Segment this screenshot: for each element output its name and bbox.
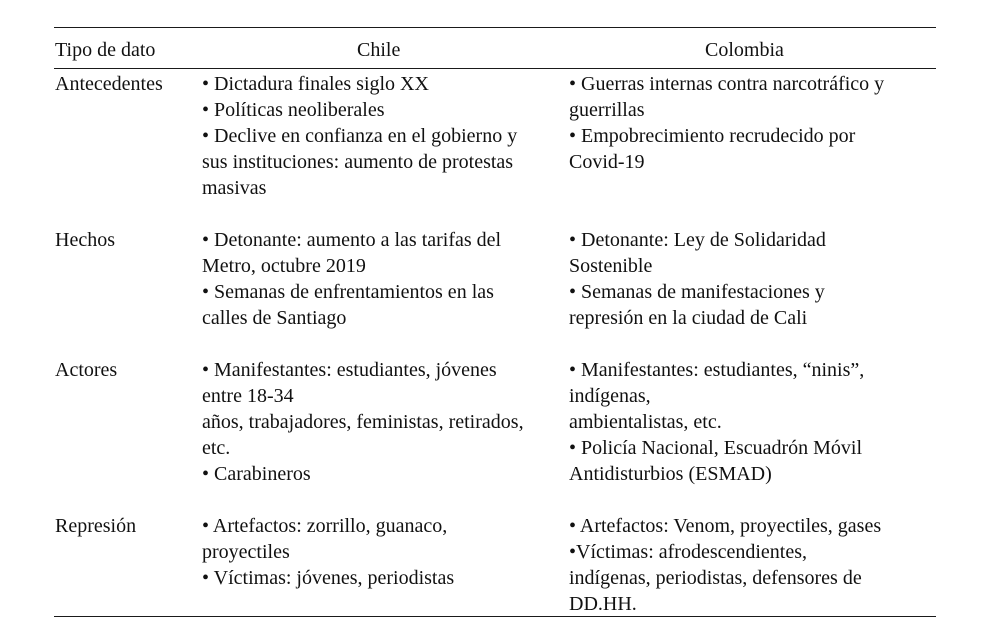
cell-line: entre 18-34 [202,385,294,407]
row-hechos-colombia [569,227,826,331]
cell-line: Antidisturbios (ESMAD) [569,463,772,485]
header-tipo-de-dato: Tipo de dato [55,39,156,61]
row-actores-chile [202,357,524,487]
cell-line: • Carabineros [202,463,311,485]
cell-line: • Políticas neoliberales [202,99,385,121]
row-represion-chile [202,513,454,591]
cell-line: • Dictadura finales siglo XX [202,73,429,95]
cell-line: • Detonante: Ley de Solidaridad [569,229,826,251]
cell-line: • Declive en confianza en el gobierno y [202,125,518,147]
row-hechos-chile [202,227,501,331]
cell-line: guerrillas [569,99,645,121]
cell-line: indígenas, periodistas, defensores de [569,567,862,589]
cell-line: • Empobrecimiento recrudecido por [569,125,856,147]
cell-line: Metro, octubre 2019 [202,255,366,277]
cell-line: indígenas, [569,385,651,407]
cell-line: Sostenible [569,255,653,277]
cell-line: represión en la ciudad de Cali [569,307,808,329]
table-top-rule [54,27,936,28]
row-represion-type [55,513,136,539]
cell-line: años, trabajadores, feministas, retirados, [202,411,524,433]
cell-line: • Artefactos: zorrillo, guanaco, [202,515,448,537]
cell-line: calles de Santiago [202,307,347,329]
header-colombia: Colombia [705,39,784,61]
cell-line: • Manifestantes: estudiantes, jóvenes [202,359,497,381]
row-type-label: Represión [55,515,137,537]
header-rule [54,68,936,69]
cell-line: sus instituciones: aumento de protestas [202,151,514,173]
cell-line: • Policía Nacional, Escuadrón Móvil [569,437,863,459]
row-type-label: Antecedentes [55,73,163,95]
row-hechos-type [55,227,115,253]
cell-line: • Artefactos: Venom, proyectiles, gases [569,515,882,537]
row-antecedentes-chile [202,71,517,201]
cell-line: • Semanas de enfrentamientos en las [202,281,494,303]
cell-line: Covid-19 [569,151,645,173]
table-bottom-rule [54,616,936,617]
header-chile: Chile [357,39,401,61]
cell-line: •Víctimas: afrodescendientes, [569,541,808,563]
row-antecedentes-type [55,71,163,97]
row-actores-colombia [569,357,864,487]
cell-line: DD.HH. [569,593,637,615]
row-antecedentes-colombia [569,71,884,175]
cell-line: ambientalistas, etc. [569,411,722,433]
cell-line: masivas [202,177,267,199]
cell-line: etc. [202,437,231,459]
cell-line: • Manifestantes: estudiantes, “ninis”, [569,359,865,381]
cell-line: • Víctimas: jóvenes, periodistas [202,567,455,589]
row-type-label: Hechos [55,229,115,251]
row-actores-type [55,357,117,383]
cell-line: • Detonante: aumento a las tarifas del [202,229,502,251]
cell-line: proyectiles [202,541,290,563]
cell-line: • Semanas de manifestaciones y [569,281,825,303]
row-represion-colombia [569,513,881,617]
cell-line: • Guerras internas contra narcotráfico y [569,73,885,95]
row-type-label: Actores [55,359,118,381]
